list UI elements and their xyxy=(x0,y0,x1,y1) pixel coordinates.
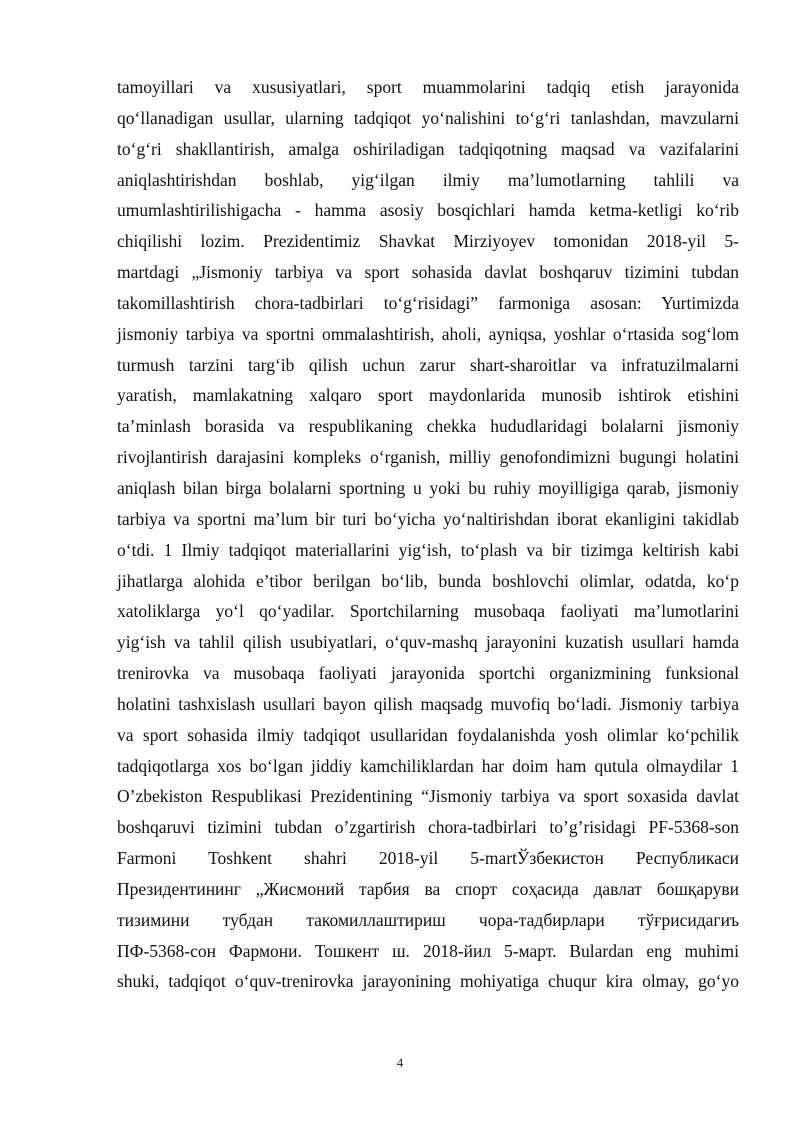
text-line: shuki, tadqiqot o‘quv-trenirovka jarayonining mohiyatiga chuqur kira olmay, go‘yo xyxy=(117,971,739,992)
text-line: Президентининг „Жисмоний тарбия ва спорт соҳасида давлат бошқаруви xyxy=(117,878,739,899)
text-line: umumlashtirilishigacha - hamma asosiy bosqichlari hamda ketma-ketligi ko‘rib xyxy=(117,200,739,221)
text-line: tarbiya va sportni ma’lum bir turi bo‘yicha yo‘naltirishdan iborat ekanligini takidlab xyxy=(117,508,739,529)
text-line: ПФ-5368-сон Фармони. Тошкент ш. 2018-йил 5-март. Bulardan eng muhimi xyxy=(117,940,739,961)
text-line: Farmoni Toshkent shahri 2018-yil 5-martЎзбекистон Республикаси xyxy=(117,848,739,869)
text-line: o‘tdi. 1 Ilmiy tadqiqot materiallarini yig‘ish, to‘plash va bir tizimga keltirish kabi xyxy=(117,539,739,560)
text-line: jismoniy tarbiya va sportni ommalashtirish, aholi, ayniqsa, yoshlar o‘rtasida sog‘lom xyxy=(117,323,739,344)
text-line: tadqiqotlarga xos bo‘lgan jiddiy kamchiliklardan har doim ham qutula olmaydilar 1 xyxy=(117,755,739,776)
text-line: va sport sohasida ilmiy tadqiqot usullaridan foydalanishda yosh olimlar ko‘pchilik xyxy=(117,724,739,745)
text-line: boshqaruvi tizimini tubdan o’zgartirish chora-tadbirlari to’g’risidagi PF-5368-son xyxy=(117,817,739,838)
text-line: xatoliklarga yo‘l qo‘yadilar. Sportchilarning musobaqa faoliyati ma’lumotlarini xyxy=(117,601,739,622)
text-line: chiqilishi lozim. Prezidentimiz Shavkat Mirziyoyev tomonidan 2018-yil 5- xyxy=(117,231,739,252)
text-line: jihatlarga alohida e’tibor berilgan bo‘lib, bunda boshlovchi olimlar, odatda, ko‘p xyxy=(117,570,739,591)
text-line: yig‘ish va tahlil qilish usubiyatlari, o‘quv-mashq jarayonini kuzatish usullari hamda xyxy=(117,632,739,653)
text-line: yaratish, mamlakatning xalqaro sport maydonlarida munosib ishtirok etishini xyxy=(117,385,739,406)
text-line: тизимини тубдан такомиллаштириш чора-тадбирлари тўғрисидагиъ xyxy=(117,909,739,930)
text-line: aniqlashtirishdan boshlab, yig‘ilgan ilmiy ma’lumotlarning tahlili va xyxy=(117,169,739,190)
text-line: rivojlantirish darajasini kompleks o‘rganish, milliy genofondimizni bugungi holatini xyxy=(117,447,739,468)
text-line: aniqlash bilan birga bolalarni sportning u yoki bu ruhiy moyilligiga qarab, jismoniy xyxy=(117,477,739,498)
text-line: O’zbekiston Respublikasi Prezidentining “Jismoniy tarbiya va sport soxasida davlat xyxy=(117,786,739,807)
text-line: martdagi „Jismoniy tarbiya va sport sohasida davlat boshqaruv tizimini tubdan xyxy=(117,262,739,283)
text-line: tamoyillari va xususiyatlari, sport muammolarini tadqiq etish jarayonida xyxy=(117,77,739,97)
text-line: ta’minlash borasida va respublikaning chekka hududlaridagi bolalarni jismoniy xyxy=(117,416,739,437)
text-line: qo‘llanadigan usullar, ularning tadqiqot yo‘nalishini to‘g‘ri tanlashdan, mavzularni xyxy=(117,107,739,128)
text-line: turmush tarzini targ‘ib qilish uchun zarur shart-sharoitlar va infratuzilmalarni xyxy=(117,354,739,375)
body-text xyxy=(117,72,739,997)
text-line: trenirovka va musobaqa faoliyati jarayonida sportchi organizmining funksional xyxy=(117,663,739,684)
text-line: takomillashtirish chora-tadbirlari to‘g‘risidagi” farmoniga asosan: Yurtimizda xyxy=(117,292,739,313)
page-number: 4 xyxy=(396,1055,404,1070)
text-line: holatini tashxislash usullari bayon qilish maqsadg muvofiq bo‘ladi. Jismoniy tarbiya xyxy=(117,693,739,714)
text-line: to‘g‘ri shakllantirish, amalga oshiriladigan tadqiqotning maqsad va vazifalarini xyxy=(117,138,739,159)
